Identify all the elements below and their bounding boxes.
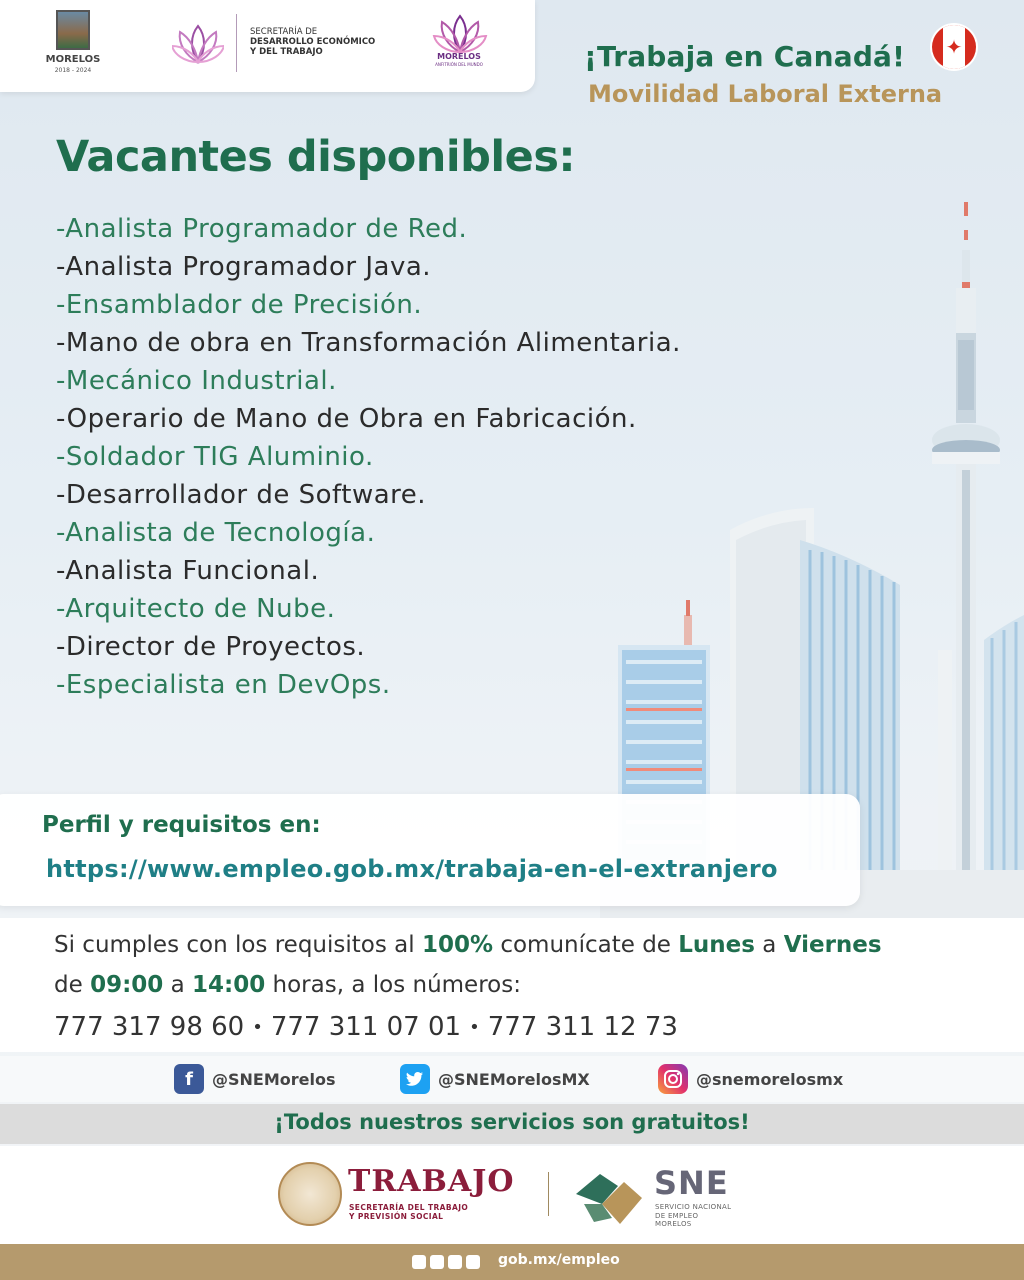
youtube-icon[interactable] [466, 1255, 480, 1269]
requirement-percentage: 100% [421, 932, 494, 958]
phone-number[interactable]: 777 317 98 60 [54, 1012, 245, 1042]
end-day: Viernes [783, 932, 882, 958]
vacancy-item: -Mecánico Industrial. [56, 366, 337, 396]
instagram-icon[interactable] [448, 1255, 462, 1269]
twitter-icon [400, 1064, 430, 1094]
phone-number[interactable]: 777 311 07 01 [270, 1012, 462, 1042]
contact-text: comunícate de [493, 932, 679, 958]
vacancy-item: -Analista Programador de Red. [56, 214, 468, 244]
footer-social-icons [412, 1255, 480, 1269]
trabajo-logo-subtitle [349, 1203, 468, 1221]
morelos-brand-tagline: ANFITRIÓN DEL MUNDO [435, 62, 483, 67]
vacancy-item: -Especialista en DevOps. [56, 670, 391, 700]
vacancy-item: -Soldador TIG Aluminio. [56, 442, 374, 472]
morelos-state-seal-icon [56, 10, 90, 50]
canada-flag-icon: ✦ [932, 25, 976, 69]
instagram-icon [658, 1064, 688, 1094]
contact-hours-text [54, 972, 521, 998]
phone-numbers [54, 1012, 678, 1042]
footer-url-link[interactable]: gob.mx/empleo [498, 1252, 620, 1268]
phone-separator: • [252, 1017, 263, 1038]
secretaria-line-1: SECRETARÍA DE [250, 27, 318, 37]
start-time: 09:00 [90, 972, 164, 998]
vacancy-list [56, 210, 816, 704]
start-day: Lunes [678, 932, 755, 958]
header-divider [236, 14, 237, 72]
phone-separator: • [469, 1017, 480, 1038]
trabajo-sub-line: Y PREVISIÓN SOCIAL [349, 1212, 444, 1221]
secretaria-line-3: Y DEL TRABAJO [250, 47, 323, 57]
morelos-logo-years: 2018 - 2024 [54, 67, 92, 74]
free-services-text: ¡Todos nuestros servicios son gratuitos! [274, 1110, 750, 1134]
morelos-logo-label: MORELOS [45, 54, 101, 65]
trabajo-sub-line: SECRETARÍA DEL TRABAJO [349, 1203, 469, 1212]
sne-sub-line: DE EMPLEO [655, 1211, 699, 1220]
contact-text: Si cumples con los requisitos al [54, 932, 422, 958]
vacancies-title: Vacantes disponibles: [56, 132, 576, 182]
sne-logo-word: SNE [654, 1164, 729, 1202]
contact-text: a [163, 972, 192, 998]
subheadline: Movilidad Laboral Externa [588, 80, 943, 108]
mexico-coat-of-arms-icon [278, 1162, 342, 1226]
secretaria-line-2: DESARROLLO ECONÓMICO [250, 37, 376, 47]
profile-label: Perfil y requisitos en: [42, 812, 321, 838]
vacancy-item: -Operario de Mano de Obra en Fabricación. [56, 404, 637, 434]
logo-divider [548, 1172, 549, 1216]
vacancy-item: -Analista Programador Java. [56, 252, 432, 282]
vacancy-item: -Mano de obra en Transformación Alimentaria. [56, 328, 681, 358]
facebook-handle: @SNEMorelos [212, 1069, 336, 1089]
contact-text: de [54, 972, 91, 998]
end-time: 14:00 [192, 972, 266, 998]
lotus-logo-icon [172, 22, 224, 64]
twitter-link[interactable] [400, 1064, 590, 1094]
profile-panel [0, 794, 860, 906]
contact-requirements-text [54, 932, 882, 958]
morelos-brand-label: MORELOS [437, 52, 481, 61]
contact-text: horas, a los números: [265, 972, 521, 998]
contact-text: a [754, 932, 784, 958]
morelos-lotus-icon [432, 12, 488, 54]
headline: ¡Trabaja en Canadá! [584, 40, 906, 73]
sne-handshake-icon [572, 1164, 646, 1230]
phone-number[interactable]: 777 311 12 73 [487, 1012, 678, 1042]
facebook-icon[interactable] [412, 1255, 426, 1269]
instagram-handle: @snemorelosmx [696, 1069, 844, 1089]
vacancy-item: -Director de Proyectos. [56, 632, 366, 662]
facebook-icon: f [174, 1064, 204, 1094]
vacancy-item: -Analista Funcional. [56, 556, 320, 586]
trabajo-logo-word: TRABAJO [348, 1164, 515, 1199]
vacancy-item: -Ensamblador de Precisión. [56, 290, 423, 320]
sne-sub-line: SERVICIO NACIONAL [655, 1203, 732, 1211]
instagram-link[interactable] [658, 1064, 843, 1094]
profile-url-link[interactable]: https://www.empleo.gob.mx/trabaja-en-el-extranjero [46, 855, 778, 883]
sne-sub-line: MORELOS [655, 1220, 692, 1228]
vacancy-item: -Arquitecto de Nube. [56, 594, 336, 624]
vacancy-item: -Analista de Tecnología. [56, 518, 376, 548]
sne-logo-subtitle [655, 1203, 731, 1229]
secretaria-name [250, 27, 375, 57]
facebook-link[interactable] [174, 1064, 336, 1094]
twitter-icon[interactable] [430, 1255, 444, 1269]
twitter-handle: @SNEMorelosMX [438, 1069, 590, 1089]
vacancy-item: -Desarrollador de Software. [56, 480, 427, 510]
